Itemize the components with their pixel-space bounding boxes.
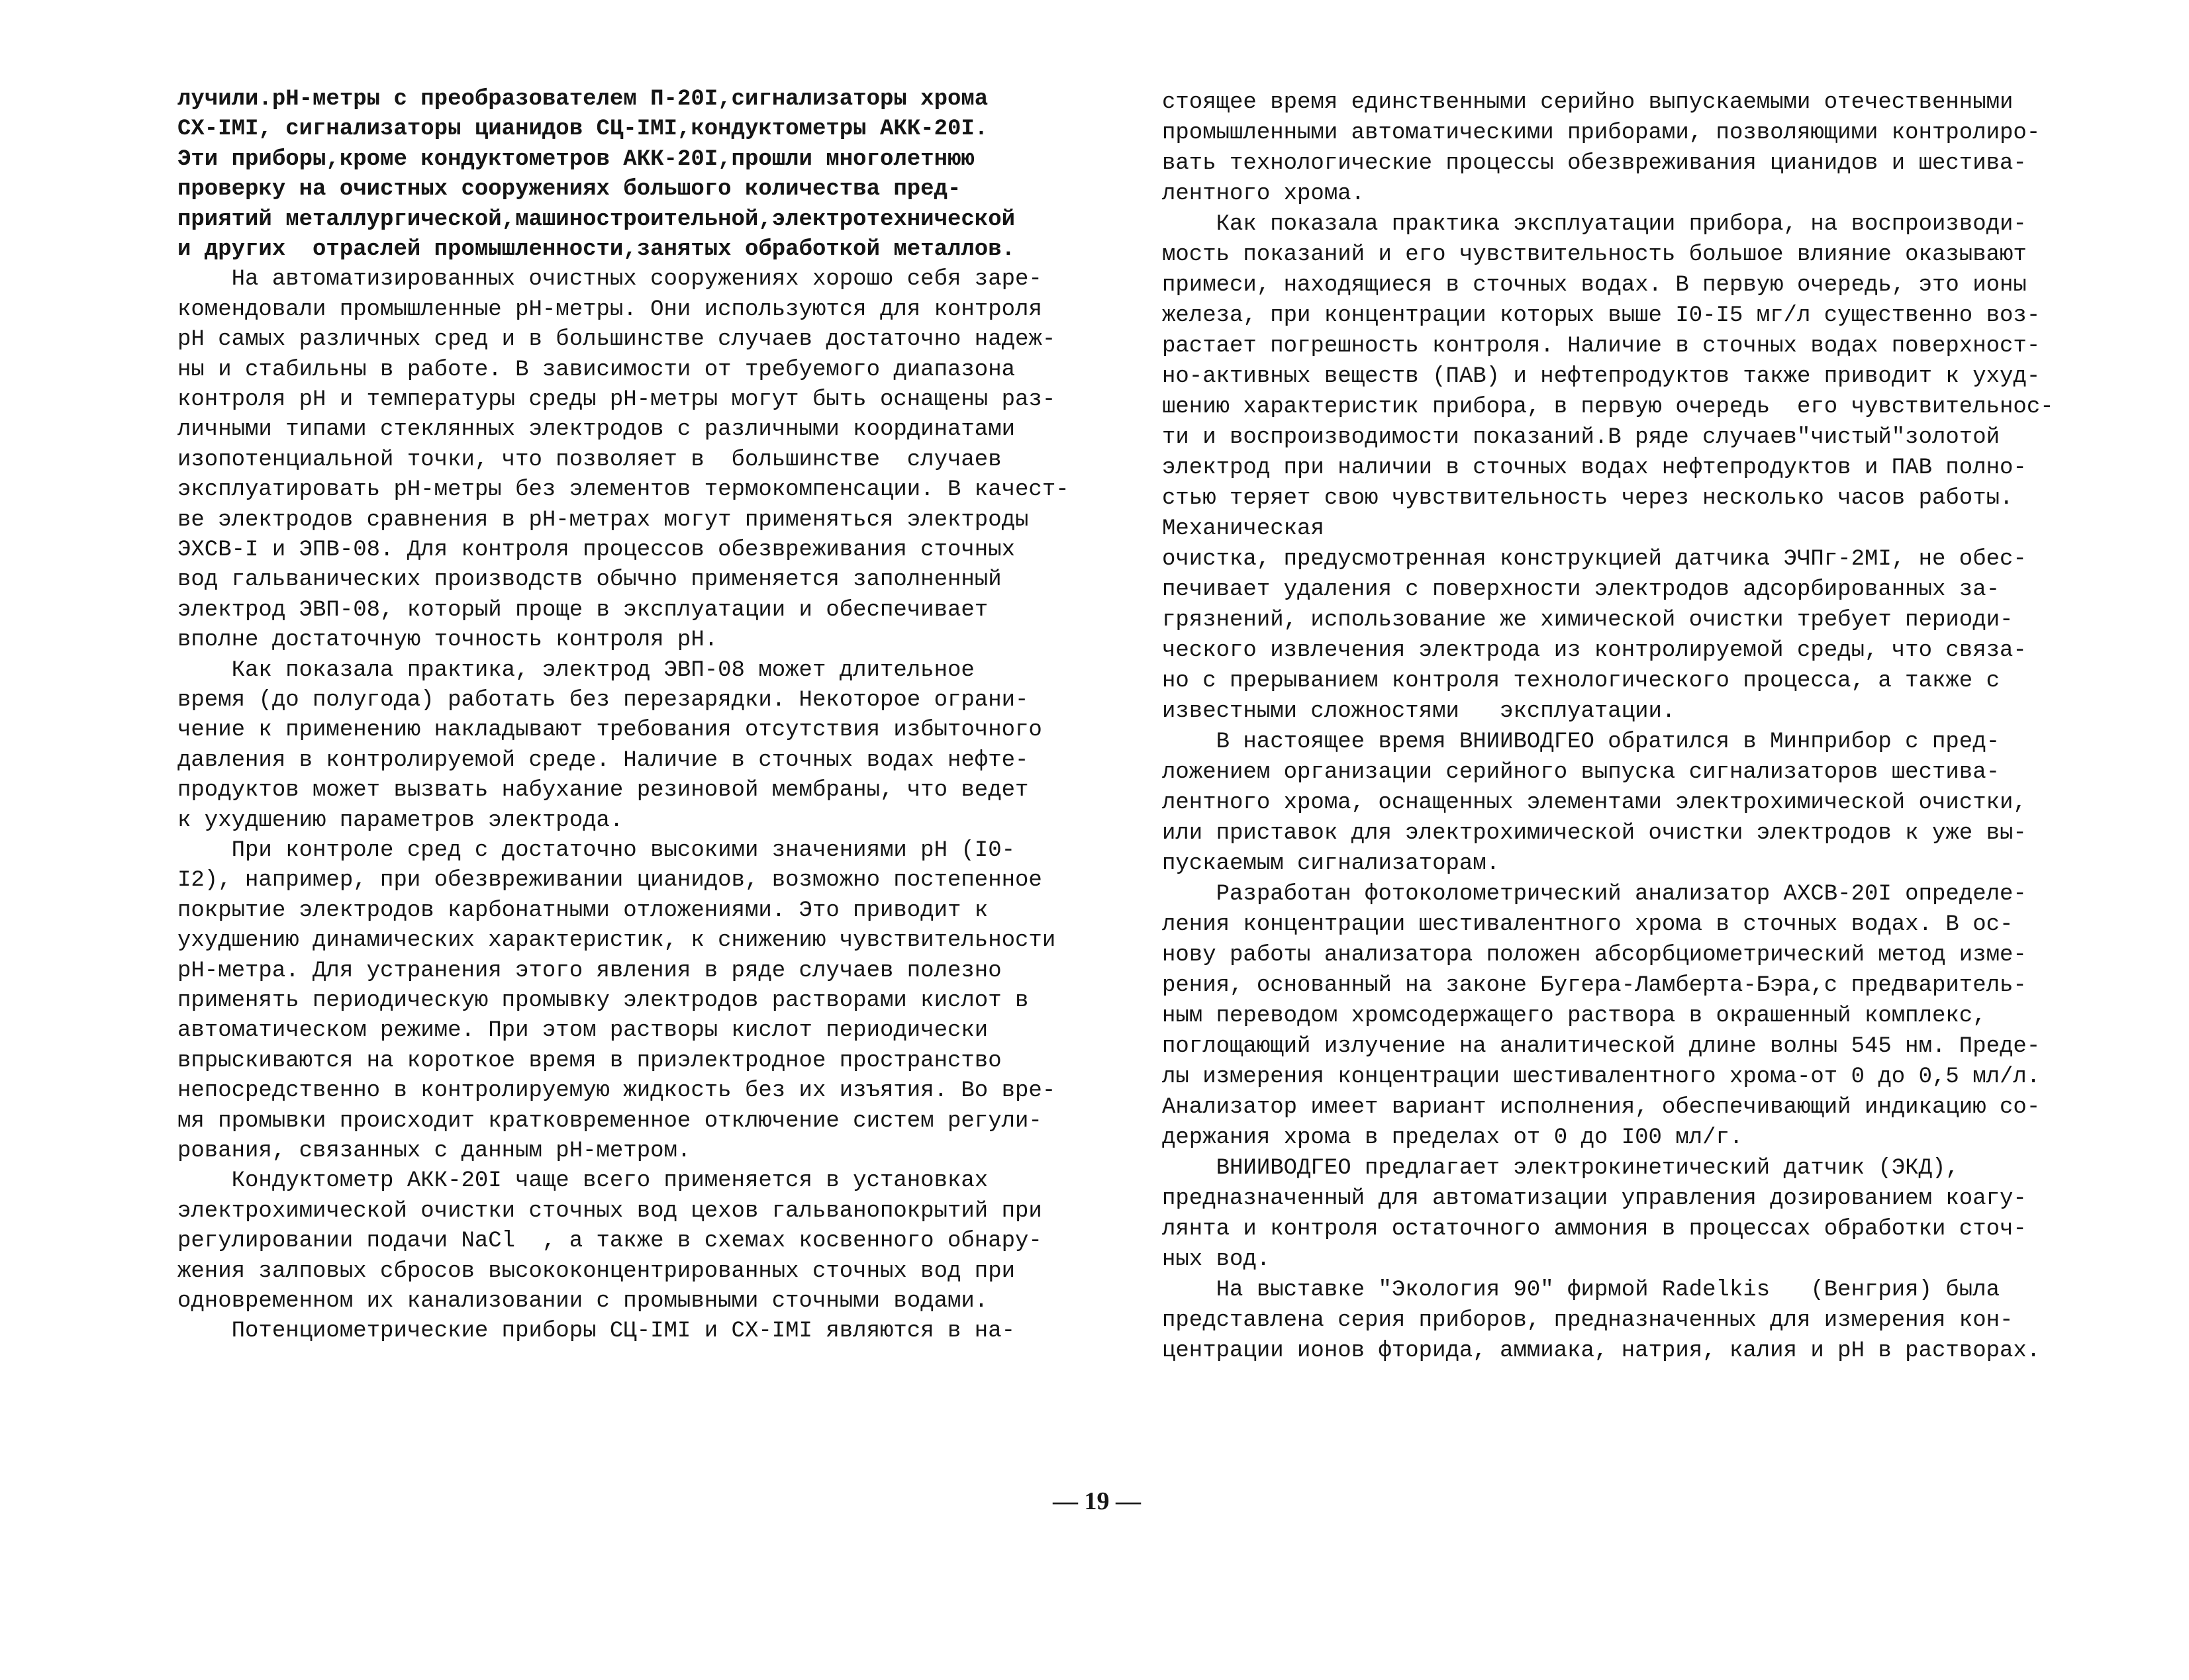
left_column-text-line: покрытие электродов карбонатными отложениями. Это приводит к [177,898,989,923]
right_column-text-line: лянта и контроля остаточного аммония в процессах обработки сточ- [1162,1217,2027,1242]
left_column-text-line: чение к применению накладывают требования отсутствия избыточного [177,718,1042,743]
left_column-text-line: комендовали промышленные pH-метры. Они используются для контроля [177,297,1042,322]
right_column-text-line: грязнений, использование же химической очистки требует периоди- [1162,608,2014,633]
right_column-text-line: печивает удаления с поверхности электродов адсорбированных за- [1162,577,2000,602]
left_column-text-line: контроля pH и температуры среды pH-метры могут быть оснащены раз- [177,387,1056,412]
right_column-text-line: предназначенный для автоматизации управления дозированием коагу- [1162,1186,2027,1211]
right_column-text-line: рения, основанный на законе Бугера-Ламберта-Бэра,с предваритель- [1162,973,2027,998]
left_column-text-line: жения залповых сбросов высококонцентрированных сточных вод при [177,1258,1016,1284]
left_column-text-line: СХ-IМI, сигнализаторы цианидов СЦ-IМI,кондуктометры АКК-20I. [177,117,989,142]
left_column-text-line: к ухудшению параметров электрода. [177,808,624,833]
left_column-text-line: ухудшению динамических характеристик, к снижению чувствительности [177,928,1056,954]
left_column-text-line: Как показала практика, электрод ЭВП-08 может длительное [177,657,975,683]
right_column-text-line: железа, при концентрации которых выше I0-I5 мг/л существенно воз- [1162,303,2041,328]
right_column-text-line: очистка, предусмотренная конструкцией датчика ЭЧПг-2МI, не обес- [1162,547,2027,572]
right_column-text-line: центрации ионов фторида, аммиака, натрия, калия и pH в растворах. [1162,1338,2041,1364]
right_column-text-line: представлена серия приборов, предназначенных для измерения кон- [1162,1308,2014,1333]
right_column-text-line: шению характеристик прибора, в первую очередь его чувствительнос- [1162,395,2054,420]
right_column-text-line: но с прерыванием контроля технологического процесса, а также с [1162,669,2000,694]
right_column-text-line: На выставке "Экология 90" фирмой Radelkis (Венгрия) была [1162,1278,2000,1303]
left_column-text-line: При контроле сред с достаточно высокими значениями pH (I0- [177,838,1016,863]
right_column-text-line: Разработан фотоколометрический анализатор АХСВ-20I определе- [1162,882,2027,907]
right_column-text-line: поглощающий излучение на аналитической длине волны 545 нм. Преде- [1162,1034,2041,1059]
left_column-text-line: ЭХСВ-I и ЭПВ-08. Для контроля процессов обезвреживания сточных [177,537,1016,563]
right_column-text-line: В настоящее время ВНИИВОДГЕО обратился в Минприбор с пред- [1162,729,2000,755]
left_column-text-line: непосредственно в контролируемую жидкость без их изъятия. Во вре- [177,1078,1056,1104]
right_column-text-line: ческого извлечения электрода из контролируемой среды, что связа- [1162,638,2027,663]
left_column-text-line: электрод ЭВП-08, который проще в эксплуатации и обеспечивает [177,597,989,623]
left_column-text-line: одновременном их канализовании с промывными сточными водами. [177,1289,989,1314]
left_column-text-line: I2), например, при обезвреживании цианидов, возможно постепенное [177,868,1042,894]
left_column-text-line: ны и стабильны в работе. В зависимости от требуемого диапазона [177,357,1016,383]
left_column-text-line: личными типами стеклянных электродов с различными координатами [177,417,1016,443]
left_column-text-line: продуктов может вызвать набухание резиновой мембраны, что ведет [177,778,1029,804]
left_column-text-line: приятий металлургической,машиностроительной,электротехнической [177,207,1016,232]
left_column-text-line: электрохимической очистки сточных вод цехов гальванопокрытий при [177,1198,1042,1224]
right_column-text-line: ления концентрации шестивалентного хрома в сточных водах. В ос- [1162,912,2014,937]
left_column-text-line: pH-метра. Для устранения этого явления в ряде случаев полезно [177,958,1002,984]
right_column-text-line: ти и воспроизводимости показаний.В ряде случаев"чистый"золотой [1162,425,2000,450]
left_column-text-line: изопотенциальной точки, что позволяет в большинстве случаев [177,447,1002,473]
left_column-text-line: эксплуатировать pH-метры без элементов термокомпенсации. В качест- [177,477,1069,503]
left_column-text-line: Эти приборы,кроме кондуктометров АКК-20I,прошли многолетнюю [177,146,975,172]
left_column-text-line: pH самых различных сред и в большинстве случаев достаточно надеж- [177,327,1056,353]
right_column-text-line: известными сложностями эксплуатации. [1162,699,1676,724]
left_column-text-line: регулировании подачи NaCl , а также в схемах косвенного обнару- [177,1229,1042,1254]
right_column-text-line: лентного хрома, оснащенных элементами электрохимической очистки, [1162,790,2027,816]
right_column-text-line: промышленными автоматическими приборами, позволяющими контролиро- [1162,120,2041,146]
right_column-text-line: но-активных веществ (ПАВ) и нефтепродуктов также приводит к ухуд- [1162,364,2041,389]
right_column-text-line: растает погрешность контроля. Наличие в сточных водах поверхност- [1162,334,2041,359]
left_column-text-line: проверку на очистных сооружениях большого количества пред- [177,177,961,203]
left_column-text-line: ве электродов сравнения в pH-метрах могут применяться электроды [177,507,1029,533]
right_column-text-line: Анализатор имеет вариант исполнения, обеспечивающий индикацию со- [1162,1095,2041,1120]
right_column-text-line: нову работы анализатора положен абсорбциометрический метод изме- [1162,943,2027,968]
left_column-text-line: давления в контролируемой среде. Наличие в сточных водах нефте- [177,747,1029,773]
right_column-text-line: ных вод. [1162,1247,1271,1272]
right_column-text-line: вать технологические процессы обезвреживания цианидов и шестива- [1162,151,2027,176]
right_column-text-line: ным переводом хромсодержащего раствора в окрашенный комплекс, [1162,1003,1986,1029]
left_column-text-line: время (до полугода) работать без перезарядки. Некоторое ограни- [177,688,1029,713]
left_column-text-line: вод гальванических производств обычно применяется заполненный [177,567,1002,593]
right_column-text-line: лы измерения концентрации шестивалентного хрома-от 0 до 0,5 мл/л. [1162,1064,2041,1090]
right_column-text-line: ВНИИВОДГЕО предлагает электрокинетический датчик (ЭКД), [1162,1156,1959,1181]
right_column-text-line: держания хрома в пределах от 0 до I00 мл/г. [1162,1125,1743,1150]
left_column-text-line: мя промывки происходит кратковременное отключение систем регули- [177,1108,1042,1134]
left_column-text-line: лучили.pH-метры с преобразователем П-20I,сигнализаторы хрома [177,87,989,112]
left_column-text-line: вполне достаточную точность контроля pH. [177,628,718,653]
right_column-text-line: Как показала практика эксплуатации прибора, на воспроизводи- [1162,212,2027,237]
left_column-text-line: и других отраслей промышленности,занятых обработкой металлов. [177,237,1016,262]
right_column-text-line: ложением организации серийного выпуска сигнализаторов шестива- [1162,760,2000,785]
page-number: — 19 — [1053,1487,1141,1515]
left_column-text-line: На автоматизированных очистных сооружениях хорошо себя заре- [177,267,1042,293]
left_column-text-line: Кондуктометр АКК-20I чаще всего применяется в установках [177,1168,989,1194]
right_column-text-line: примеси, находящиеся в сточных водах. В первую очередь, это ионы [1162,273,2027,298]
right_column-text-line: лентного хрома. [1162,181,1365,207]
right_column-text-line: пускаемым сигнализаторам. [1162,851,1500,876]
left_column-text-line: автоматическом режиме. При этом растворы кислот периодически [177,1018,989,1044]
right_column-text-line: мость показаний и его чувствительность большое влияние оказывают [1162,242,2027,267]
right_column-text-line: Механическая [1162,516,1324,541]
right_column-text-line: или приставок для электрохимической очистки электродов к уже вы- [1162,821,2027,846]
right_column-text-line: электрод при наличии в сточных водах нефтепродуктов и ПАВ полно- [1162,455,2027,481]
left_column-text-line: Потенциометрические приборы СЦ-IМI и СХ-IМI являются в на- [177,1319,1016,1344]
right_column-text-line: стью теряет свою чувствительность через несколько часов работы. [1162,486,2014,511]
left_column-text-line: впрыскиваются на короткое время в приэлектродное пространство [177,1048,1002,1074]
left_column-text-line: рования, связанных с данным pH-метром. [177,1139,691,1164]
right_column-text-line: стоящее время единственными серийно выпускаемыми отечественными [1162,90,2014,115]
left_column-text-line: применять периодическую промывку электродов растворами кислот в [177,988,1029,1013]
